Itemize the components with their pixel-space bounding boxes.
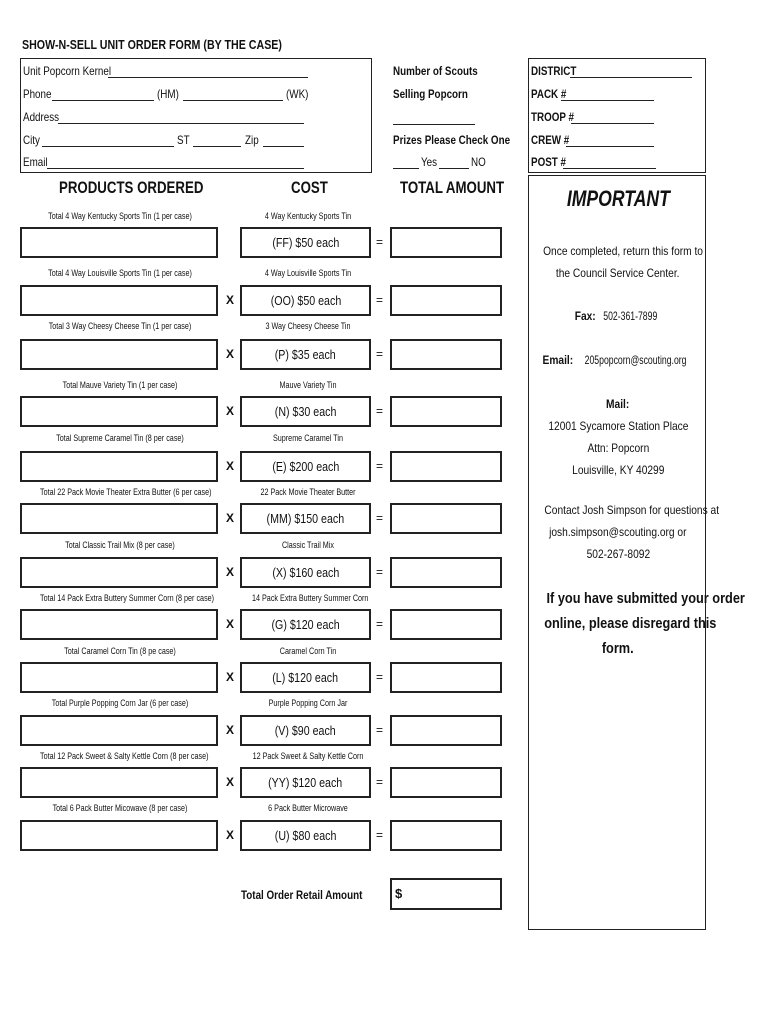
email-label: Email [23,155,48,169]
contact-line3: 502-267-8092 [586,547,650,561]
product-name-label: 6 Pack Butter Microwave [268,803,348,813]
product-total-label: Total 6 Pack Butter Micowave (8 per case) [52,803,188,813]
equals-symbol: = [376,235,384,249]
product-name-label: Supreme Caramel Tin [272,433,344,443]
zip-field[interactable] [263,146,304,147]
product-cost-text: (U) $80 each [274,828,337,843]
product-quantity-input[interactable] [20,662,218,693]
product-total-input[interactable] [390,715,502,746]
no-label: NO [471,155,486,169]
product-quantity-input[interactable] [20,339,218,370]
fax-info [529,305,707,327]
equals-symbol: = [376,775,384,789]
product-total-input[interactable] [390,339,502,370]
product-cost-text: (P) $35 each [274,347,337,362]
product-cost-text: (YY) $120 each [268,775,343,790]
important-title: IMPORTANT [566,186,670,211]
prizes-yes-field[interactable] [393,168,419,169]
total-amount-header: TOTAL AMOUNT [400,178,505,197]
email-contact-label: Email: [542,353,574,367]
product-quantity-input[interactable] [20,557,218,588]
product-total-input[interactable] [390,609,502,640]
district-label: DISTRICT [531,64,577,78]
pack-label: PACK # [531,87,567,101]
submitted-line2: online, please disregard this [544,615,717,632]
troop-field[interactable] [571,123,654,124]
form-title: SHOW-N-SELL UNIT ORDER FORM (BY THE CASE) [22,37,282,52]
product-quantity-input[interactable] [20,285,218,316]
mail-line3: Louisville, KY 40299 [571,463,665,477]
product-cost-box [240,662,371,693]
phone-label: Phone [23,87,52,101]
yes-label: Yes [421,155,438,169]
product-name-label: Mauve Variety Tin [279,380,337,390]
city-label: City [23,133,40,147]
mail-line2: Attn: Popcorn [587,441,649,455]
multiply-symbol: X [226,459,235,473]
product-quantity-input[interactable] [20,503,218,534]
product-name-label: 4 Way Louisville Sports Tin [264,268,352,278]
product-quantity-input[interactable] [20,609,218,640]
product-cost-text: (V) $90 each [274,723,337,738]
contact-line1: Contact Josh Simpson for questions at [544,503,720,517]
equals-symbol: = [376,670,384,684]
pack-field[interactable] [561,100,654,101]
multiply-symbol: X [226,670,235,684]
product-quantity-input[interactable] [20,451,218,482]
product-cost-box [240,503,371,534]
product-total-label: Total 3 Way Cheesy Cheese Tin (1 per case) [48,321,192,331]
multiply-symbol: X [226,723,235,737]
scouts-label-2: Selling Popcorn [393,87,468,101]
product-quantity-input[interactable] [20,227,218,258]
hm-label: (HM) [157,87,179,101]
product-cost-box [240,227,371,258]
product-total-input[interactable] [390,227,502,258]
email-contact-value: 205popcorn@scouting.org [584,353,687,367]
total-order-field[interactable] [390,878,502,910]
fax-label: Fax: [574,309,596,323]
product-total-label: Total Purple Popping Corn Jar (6 per case) [51,698,189,708]
product-cost-text: (FF) $50 each [272,235,339,250]
scouts-label-1: Number of Scouts [393,64,478,78]
product-cost-box [240,451,371,482]
multiply-symbol: X [226,347,235,361]
product-cost-box [240,557,371,588]
prizes-label: Prizes Please Check One [393,133,511,147]
product-total-label: Total 12 Pack Sweet & Salty Kettle Corn (8 per case) [40,751,209,761]
product-name-label: 12 Pack Sweet & Salty Kettle Corn [252,751,364,761]
product-total-label: Total 4 Way Kentucky Sports Tin (1 per case) [48,211,192,221]
multiply-symbol: X [226,617,235,631]
address-label: Address [23,110,60,124]
st-label: ST [177,133,190,147]
product-total-input[interactable] [390,503,502,534]
equals-symbol: = [376,565,384,579]
product-cost-text: (N) $30 each [274,404,337,419]
mail-line1: 12001 Sycamore Station Place [547,419,689,433]
wk-label: (WK) [286,87,309,101]
prizes-no-field[interactable] [439,168,469,169]
product-total-input[interactable] [390,396,502,427]
product-total-label: Total 14 Pack Extra Buttery Summer Corn (8 per case) [40,593,215,603]
product-name-label: 4 Way Kentucky Sports Tin [264,211,352,221]
product-cost-box [240,767,371,798]
equals-symbol: = [376,617,384,631]
product-cost-text: (L) $120 each [272,670,339,685]
product-quantity-input[interactable] [20,767,218,798]
equals-symbol: = [376,459,384,473]
unit-label: Unit Popcorn Kernel [23,64,112,78]
multiply-symbol: X [226,828,235,842]
product-cost-box [240,339,371,370]
product-cost-box [240,609,371,640]
submitted-notice [529,586,745,661]
important-instructions [529,240,707,284]
product-total-label: Total Caramel Corn Tin (8 pe case) [64,646,176,656]
product-name-label: Classic Trail Mix [281,540,334,550]
post-field[interactable] [563,168,656,169]
product-total-input[interactable] [390,767,502,798]
product-total-input[interactable] [390,820,502,851]
submitted-line1: If you have submitted your order [546,590,745,607]
product-cost-text: (OO) $50 each [270,293,341,308]
troop-label: TROOP # [531,110,575,124]
product-cost-text: (X) $160 each [272,565,339,580]
product-cost-box [240,715,371,746]
product-name-label: Purple Popping Corn Jar [268,698,348,708]
products-header: PRODUCTS ORDERED [59,178,204,197]
product-total-label: Total Classic Trail Mix (8 per case) [65,540,175,550]
product-quantity-input[interactable] [20,715,218,746]
st-field[interactable] [193,146,241,147]
equals-symbol: = [376,347,384,361]
product-total-label: Total Supreme Caramel Tin (8 per case) [56,433,184,443]
cost-header: COST [291,178,328,197]
mail-info [529,393,707,481]
product-total-input[interactable] [390,557,502,588]
product-cost-text: (MM) $150 each [266,511,345,526]
crew-label: CREW # [531,133,570,147]
email-field[interactable] [47,168,304,169]
product-total-label: Total Mauve Variety Tin (1 per case) [62,380,178,390]
equals-symbol: = [376,293,384,307]
product-name-label: 3 Way Cheesy Cheese Tin [265,321,351,331]
phone-hm-field[interactable] [52,100,154,101]
important-line1: Once completed, return this form to [543,244,703,258]
total-order-value: $ [395,886,403,901]
product-cost-text: (G) $120 each [271,617,340,632]
product-quantity-input[interactable] [20,396,218,427]
multiply-symbol: X [226,404,235,418]
product-total-label: Total 22 Pack Movie Theater Extra Butter (6 per case) [40,487,212,497]
mail-label: Mail: [606,397,630,411]
zip-label: Zip [245,133,259,147]
district-field[interactable] [570,77,692,78]
scouts-count-field[interactable] [393,124,475,125]
important-line2: the Council Service Center. [556,266,680,280]
contact-line2: josh.simpson@scouting.org or [549,525,687,539]
product-cost-box [240,285,371,316]
product-name-label: 22 Pack Movie Theater Butter [260,487,356,497]
email-info [529,349,707,371]
city-field[interactable] [42,146,174,147]
address-field[interactable] [58,123,304,124]
submitted-line3: form. [602,640,634,657]
post-label: POST # [531,155,567,169]
product-total-label: Total 4 Way Louisville Sports Tin (1 per case) [48,268,192,278]
product-cost-text: (E) $200 each [272,459,339,474]
crew-field[interactable] [566,146,654,147]
multiply-symbol: X [226,565,235,579]
product-cost-box [240,396,371,427]
total-order-label: Total Order Retail Amount [241,888,363,902]
contact-info [529,499,720,565]
product-total-input[interactable] [390,451,502,482]
equals-symbol: = [376,511,384,525]
product-total-input[interactable] [390,662,502,693]
multiply-symbol: X [226,511,235,525]
equals-symbol: = [376,828,384,842]
product-name-label: Caramel Corn Tin [279,646,337,656]
fax-value: 502-361-7899 [602,309,657,323]
unit-field[interactable] [108,77,308,78]
product-name-label: 14 Pack Extra Buttery Summer Corn [252,593,369,603]
equals-symbol: = [376,723,384,737]
equals-symbol: = [376,404,384,418]
multiply-symbol: X [226,293,235,307]
product-total-input[interactable] [390,285,502,316]
multiply-symbol: X [226,775,235,789]
product-quantity-input[interactable] [20,820,218,851]
phone-wk-field[interactable] [183,100,283,101]
product-cost-box [240,820,371,851]
